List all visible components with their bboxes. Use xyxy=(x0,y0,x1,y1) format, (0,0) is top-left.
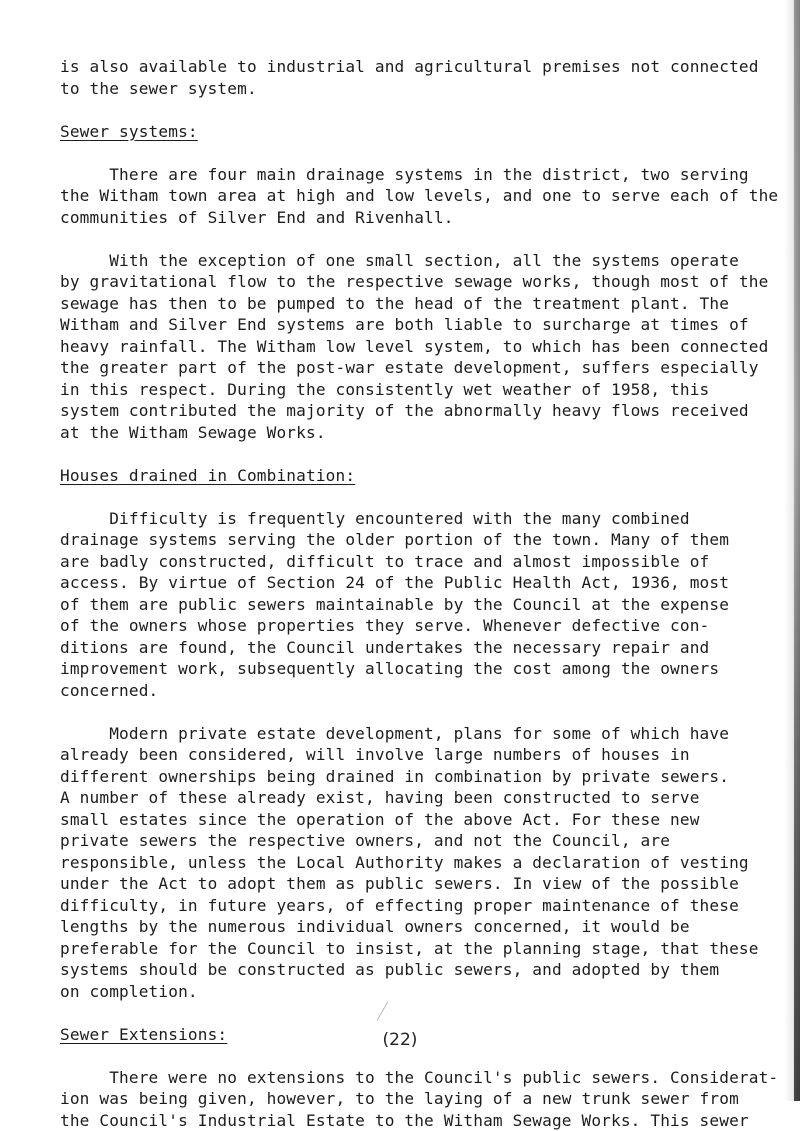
text-line: in this respect. During the consistently wet weather of 1958, this xyxy=(60,379,780,401)
text-line: Witham and Silver End systems are both liable to surcharge at times of xyxy=(60,314,780,336)
text-line: to the sewer system. xyxy=(60,78,780,100)
text-line: concerned. xyxy=(60,680,780,702)
text-line: system contributed the majority of the abnormally heavy flows received xyxy=(60,400,780,422)
text-line: Modern private estate development, plans for some of which have xyxy=(60,723,780,745)
text-line: There were no extensions to the Council's public sewers. Considerat- xyxy=(60,1067,780,1089)
text-line: drainage systems serving the older portion of the town. Many of them xyxy=(60,529,780,551)
text-line: preferable for the Council to insist, at the planning stage, that these xyxy=(60,938,780,960)
text-line: by gravitational flow to the respective sewage works, though most of the xyxy=(60,271,780,293)
paragraph-spacer xyxy=(60,701,780,723)
text-line: lengths by the numerous individual owners concerned, it would be xyxy=(60,916,780,938)
text-line: Difficulty is frequently encountered with the many combined xyxy=(60,508,780,530)
document-body xyxy=(60,56,780,1131)
section-heading xyxy=(60,465,780,487)
text-line: systems should be constructed as public sewers, and adopted by them xyxy=(60,959,780,981)
text-line: are badly constructed, difficult to trace and almost impossible of xyxy=(60,551,780,573)
text-line: at the Witham Sewage Works. xyxy=(60,422,780,444)
section-heading xyxy=(60,121,780,143)
text-line: ditions are found, the Council undertakes the necessary repair and xyxy=(60,637,780,659)
section-heading-text: Sewer systems: xyxy=(60,121,198,143)
text-line: is also available to industrial and agricultural premises not connected xyxy=(60,56,780,78)
text-line: communities of Silver End and Rivenhall. xyxy=(60,207,780,229)
text-line: difficulty, in future years, of effecting proper maintenance of these xyxy=(60,895,780,917)
text-line: small estates since the operation of the above Act. For these new xyxy=(60,809,780,831)
text-line: different ownerships being drained in combination by private sewers. xyxy=(60,766,780,788)
text-line: ion was being given, however, to the laying of a new trunk sewer from xyxy=(60,1088,780,1110)
text-line: access. By virtue of Section 24 of the Public Health Act, 1936, most xyxy=(60,572,780,594)
text-line: the Council's Industrial Estate to the Witham Sewage Works. This sewer xyxy=(60,1110,780,1131)
text-line: of the owners whose properties they serve. Whenever defective con- xyxy=(60,615,780,637)
section-spacer xyxy=(60,443,780,465)
section-heading-text: Sewer Extensions: xyxy=(60,1024,227,1046)
text-line: private sewers the respective owners, and not the Council, are xyxy=(60,830,780,852)
page-edge-binding xyxy=(794,0,800,1101)
text-line: responsible, unless the Local Authority makes a declaration of vesting xyxy=(60,852,780,874)
text-line: of them are public sewers maintainable by the Council at the expense xyxy=(60,594,780,616)
section-spacer xyxy=(60,99,780,121)
text-line: sewage has then to be pumped to the head of the treatment plant. The xyxy=(60,293,780,315)
page-number: (22) xyxy=(0,1030,800,1050)
text-line: the Witham town area at high and low levels, and one to serve each of the xyxy=(60,185,780,207)
text-line: A number of these already exist, having been constructed to serve xyxy=(60,787,780,809)
paragraph-spacer xyxy=(60,142,780,164)
text-line: heavy rainfall. The Witham low level system, to which has been connected xyxy=(60,336,780,358)
text-line: the greater part of the post-war estate development, suffers especially xyxy=(60,357,780,379)
paragraph-spacer xyxy=(60,486,780,508)
text-line: With the exception of one small section, all the systems operate xyxy=(60,250,780,272)
text-line: under the Act to adopt them as public sewers. In view of the possible xyxy=(60,873,780,895)
text-line: on completion. xyxy=(60,981,780,1003)
text-line: already been considered, will involve large numbers of houses in xyxy=(60,744,780,766)
text-line: There are four main drainage systems in the district, two serving xyxy=(60,164,780,186)
section-spacer xyxy=(60,1002,780,1024)
paragraph-spacer xyxy=(60,228,780,250)
text-line: improvement work, subsequently allocating the cost among the owners xyxy=(60,658,780,680)
section-heading-text: Houses drained in Combination: xyxy=(60,465,355,487)
